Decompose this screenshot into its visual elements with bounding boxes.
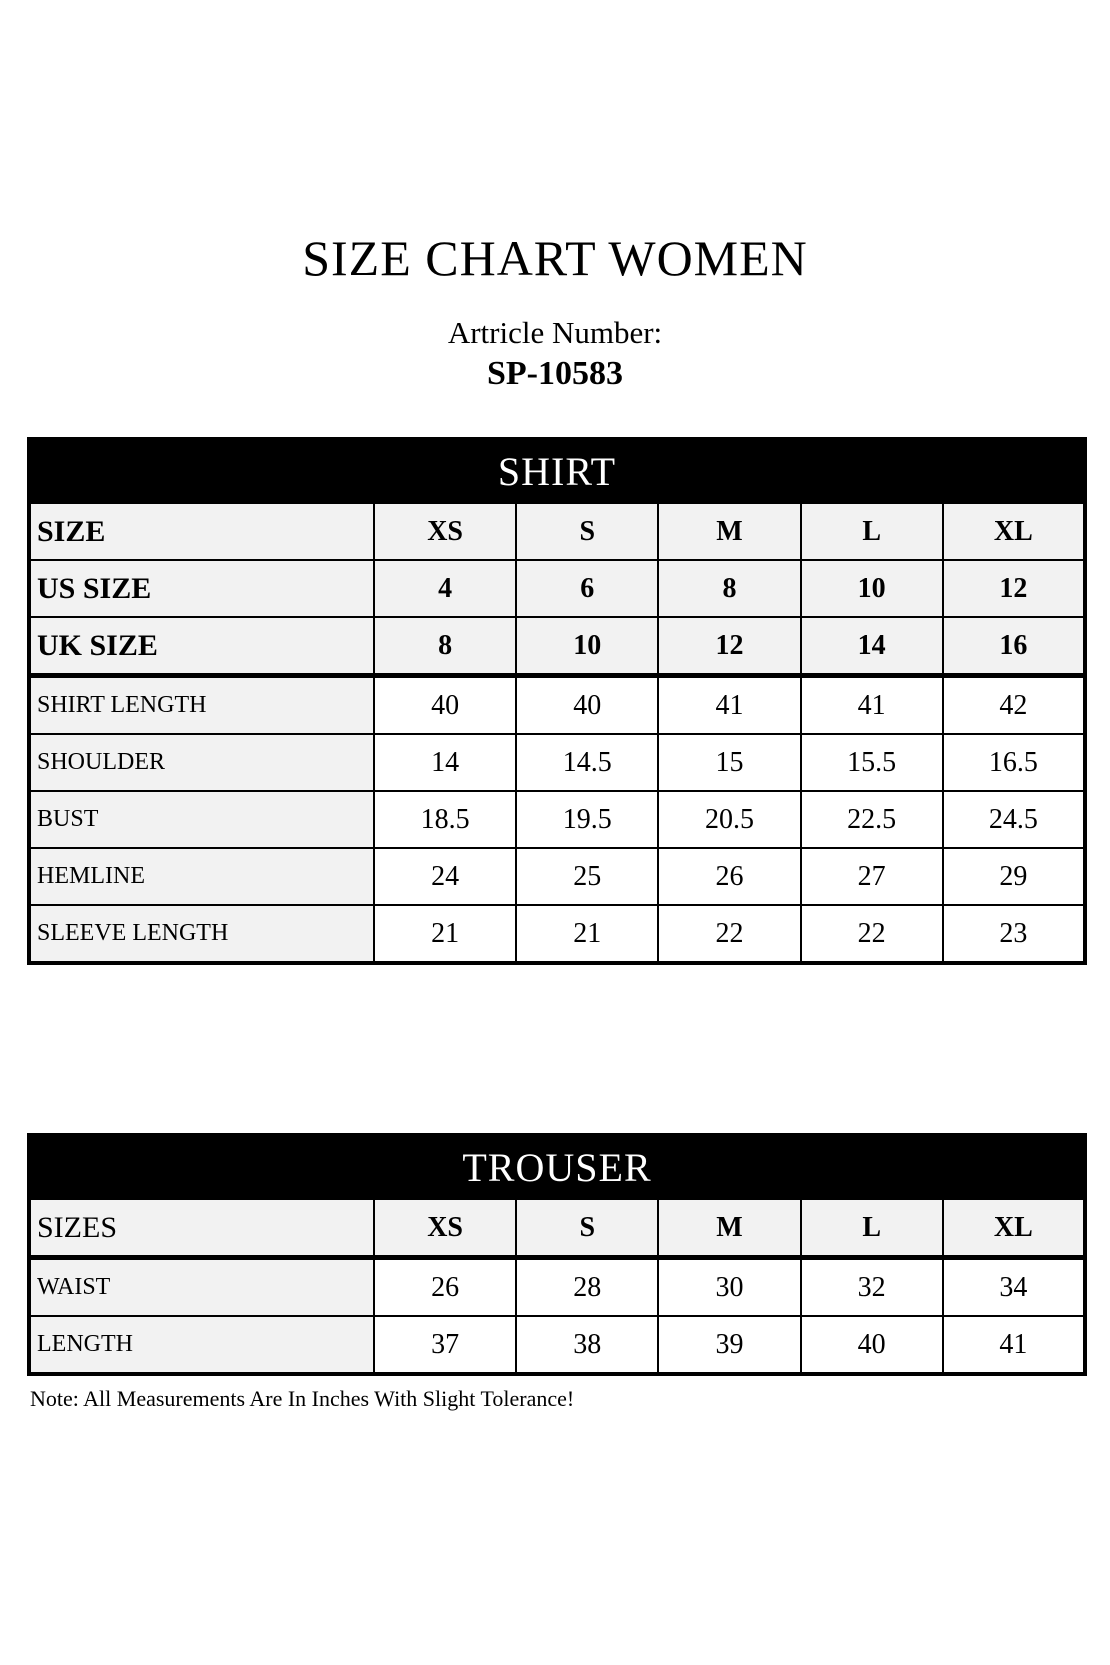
- measure-value-cell: 16.5: [943, 734, 1085, 791]
- size-value-cell: XL: [943, 1199, 1085, 1258]
- size-value-cell: XS: [374, 503, 516, 560]
- measure-value-cell: 19.5: [516, 791, 658, 848]
- shirt_table-measure-row: [29, 676, 1085, 735]
- trouser-table-header-row: [29, 1135, 1085, 1199]
- row-label-cell: SHOULDER: [29, 734, 374, 791]
- page-title: SIZE CHART WOMEN: [302, 230, 808, 286]
- article-number-label: Artricle Number:: [447, 315, 663, 350]
- size-value-cell: 4: [374, 560, 516, 617]
- measure-value-cell: 40: [374, 676, 516, 735]
- measure-value-cell: 22.5: [801, 791, 943, 848]
- size-value-cell: 10: [801, 560, 943, 617]
- measure-value-cell: 42: [943, 676, 1085, 735]
- measure-value-cell: 41: [658, 676, 800, 735]
- size-value-cell: XS: [374, 1199, 516, 1258]
- shirt_table-measure-row: [29, 791, 1085, 848]
- row-label-cell: US SIZE: [29, 560, 374, 617]
- size-value-cell: M: [658, 1199, 800, 1258]
- size-value-cell: L: [801, 1199, 943, 1258]
- row-label-cell: LENGTH: [29, 1316, 374, 1374]
- measure-value-cell: 37: [374, 1316, 516, 1374]
- row-label-cell: WAIST: [29, 1258, 374, 1317]
- row-label-cell: BUST: [29, 791, 374, 848]
- measure-value-cell: 15: [658, 734, 800, 791]
- row-label-cell: SIZES: [29, 1199, 374, 1258]
- size-value-cell: 14: [801, 617, 943, 676]
- size-value-cell: 8: [658, 560, 800, 617]
- measure-value-cell: 27: [801, 848, 943, 905]
- size-value-cell: 8: [374, 617, 516, 676]
- measure-value-cell: 30: [658, 1258, 800, 1317]
- shirt_table-measure-row: [29, 734, 1085, 791]
- measure-value-cell: 29: [943, 848, 1085, 905]
- size-value-cell: 12: [943, 560, 1085, 617]
- measure-value-cell: 25: [516, 848, 658, 905]
- size-value-cell: 12: [658, 617, 800, 676]
- measure-value-cell: 21: [374, 905, 516, 963]
- measure-value-cell: 24.5: [943, 791, 1085, 848]
- trouser_table-measure-row: [29, 1258, 1085, 1317]
- measure-value-cell: 26: [658, 848, 800, 905]
- measure-value-cell: 41: [943, 1316, 1085, 1374]
- trouser_table-measure-row: [29, 1316, 1085, 1374]
- shirt-table-title: SHIRT: [29, 439, 1085, 503]
- size-value-cell: S: [516, 1199, 658, 1258]
- measurement-note: Note: All Measurements Are In Inches With Slight Tolerance!: [30, 1386, 575, 1411]
- trouser_table-size-row: [29, 1199, 1085, 1258]
- measure-value-cell: 14: [374, 734, 516, 791]
- measure-value-cell: 22: [801, 905, 943, 963]
- shirt_table-measure-row: [29, 905, 1085, 963]
- row-label-cell: SLEEVE LENGTH: [29, 905, 374, 963]
- measure-value-cell: 40: [801, 1316, 943, 1374]
- measure-value-cell: 41: [801, 676, 943, 735]
- measure-value-cell: 14.5: [516, 734, 658, 791]
- size-value-cell: 16: [943, 617, 1085, 676]
- measure-value-cell: 18.5: [374, 791, 516, 848]
- size-value-cell: S: [516, 503, 658, 560]
- measure-value-cell: 15.5: [801, 734, 943, 791]
- measure-value-cell: 34: [943, 1258, 1085, 1317]
- trouser-table-title: TROUSER: [29, 1135, 1085, 1199]
- shirt-size-table: [27, 437, 1087, 965]
- measure-value-cell: 38: [516, 1316, 658, 1374]
- measure-value-cell: 28: [516, 1258, 658, 1317]
- measure-value-cell: 39: [658, 1316, 800, 1374]
- shirt_table-measure-row: [29, 848, 1085, 905]
- trouser-size-table: [27, 1133, 1087, 1376]
- row-label-cell: UK SIZE: [29, 617, 374, 676]
- measure-value-cell: 23: [943, 905, 1085, 963]
- measure-value-cell: 26: [374, 1258, 516, 1317]
- row-label-cell: SIZE: [29, 503, 374, 560]
- measure-value-cell: 32: [801, 1258, 943, 1317]
- measure-value-cell: 22: [658, 905, 800, 963]
- size-value-cell: 10: [516, 617, 658, 676]
- shirt_table-size-row: [29, 617, 1085, 676]
- measure-value-cell: 20.5: [658, 791, 800, 848]
- row-label-cell: HEMLINE: [29, 848, 374, 905]
- size-value-cell: 6: [516, 560, 658, 617]
- shirt_table-size-row: [29, 503, 1085, 560]
- row-label-cell: SHIRT LENGTH: [29, 676, 374, 735]
- shirt-table-header-row: [29, 439, 1085, 503]
- shirt_table-size-row: [29, 560, 1085, 617]
- size-value-cell: XL: [943, 503, 1085, 560]
- size-value-cell: M: [658, 503, 800, 560]
- measure-value-cell: 21: [516, 905, 658, 963]
- article-number-value: SP-10583: [487, 355, 623, 392]
- measure-value-cell: 40: [516, 676, 658, 735]
- measure-value-cell: 24: [374, 848, 516, 905]
- size-value-cell: L: [801, 503, 943, 560]
